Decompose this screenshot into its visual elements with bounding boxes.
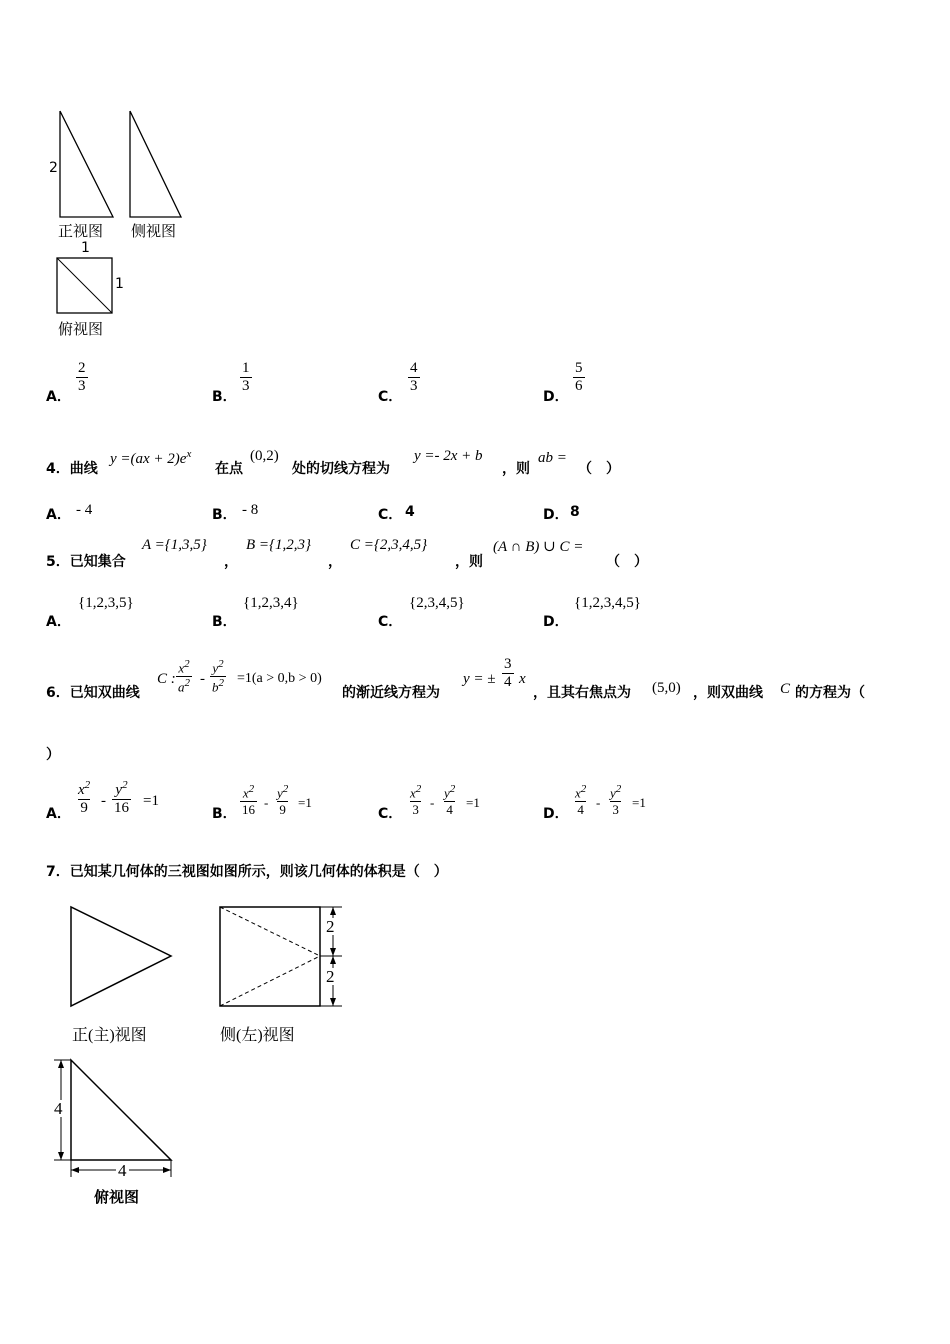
q7-side-dim-arrow-2 (330, 948, 336, 956)
q7-three-view-figure (40, 895, 360, 1215)
q6-option-d-x-sq: 2 (580, 783, 587, 795)
q6-option-d-label: D． (543, 806, 569, 822)
q6-minus: - (200, 671, 205, 687)
q6-option-a-label: A． (46, 806, 71, 822)
q3-side-view-label: 侧视图 (131, 222, 177, 240)
q6-option-b-minus: - (264, 795, 269, 810)
q4-curve (110, 448, 191, 468)
q6-option-d-y: y (610, 785, 616, 801)
q3-option-d-value (573, 360, 585, 395)
q4-option-b-label: B． (212, 507, 237, 523)
q5-option-c-label: C． (378, 614, 403, 630)
q7-top-dim-arrow-right (163, 1167, 171, 1173)
q6-eq-tail: =1(a > 0,b > 0) (237, 671, 322, 686)
q6-text-3: ，则双曲线 (693, 685, 763, 701)
q3-front-view-triangle (60, 111, 113, 217)
q3-option-a-label: A． (46, 389, 71, 405)
q4-option-c-value: 4 (405, 504, 415, 520)
q4-prefix: 4．曲线 (46, 461, 98, 477)
q7-side-dim-arrow-4 (330, 998, 336, 1006)
q6-option-d-d2: 3 (612, 802, 619, 818)
q4-text-4: （ ） (578, 461, 620, 477)
q3-option-b-den: 3 (242, 378, 250, 394)
q6-option-c-y: y (444, 785, 450, 801)
q7-side-dim-arrow-1 (330, 907, 336, 915)
q5-expr: (A ∩ B) ∪ C = (493, 539, 584, 555)
q6-b2 (210, 676, 226, 695)
q3-option-a-den: 3 (78, 378, 86, 394)
q6-c-var: C (780, 681, 791, 697)
q6-option-b-eq: =1 (298, 795, 312, 810)
q7-stem: 7．已知某几何体的三视图如图所示，则该几何体的体积是（ ） (46, 864, 448, 880)
q6-a-var: a (178, 679, 185, 695)
q3-side-view-triangle (130, 111, 181, 217)
q6-option-b-x: x (242, 785, 249, 801)
q5-option-d-label: D． (543, 614, 569, 630)
q6-asym-frac (502, 656, 514, 691)
q7-side-dim-bottom: 2 (326, 967, 335, 986)
q6-option-c-y2 (442, 783, 457, 801)
q5-option-c-value: {2,3,4,5} (409, 595, 465, 611)
q6-option-b-frac-1 (240, 783, 257, 818)
q3-option-a-value (76, 360, 88, 395)
q6-a-sq: 2 (184, 677, 190, 690)
q6-a2 (176, 676, 192, 695)
q6-focus: (5,0) (652, 680, 681, 696)
q4-curve-sup: x (186, 448, 192, 460)
q6-option-d-d1: 4 (577, 802, 584, 818)
q6-x2 (176, 658, 191, 676)
q6-option-c-x-sq: 2 (415, 783, 422, 795)
q6-option-d-x: x (575, 785, 581, 801)
q6-option-c-label: C． (378, 806, 403, 822)
q5-text-2: （ ） (606, 554, 648, 570)
q6-option-a-frac-1 (76, 779, 92, 817)
q7-top-view-triangle (71, 1060, 171, 1160)
q4-option-a-value: - 4 (76, 502, 93, 518)
q7-top-dim-arrow-left (71, 1167, 79, 1173)
q6-option-a-y2 (113, 779, 129, 799)
q7-top-dim-arrow-up (58, 1060, 64, 1068)
q6-frac-y2-b2 (210, 658, 226, 696)
q7-front-view-label: 正(主)视图 (72, 1027, 147, 1044)
q6-option-d-y-sq: 2 (615, 783, 622, 795)
q3-option-d-num: 5 (575, 360, 583, 376)
q6-option-a-minus: - (101, 793, 106, 809)
q6-option-b-x-sq: 2 (248, 783, 255, 795)
q6-text-2: ，且其右焦点为 (533, 685, 631, 701)
q6-option-d-frac-2 (608, 783, 623, 818)
q5-comma-1: ， (224, 554, 238, 570)
q6-option-b-frac-2 (275, 783, 290, 818)
q6-x-var: x (178, 660, 185, 676)
q5-comma-2: ， (328, 554, 342, 570)
q6-option-b-y2 (275, 783, 290, 801)
q6-option-c-d1: 3 (412, 802, 419, 818)
q6-option-c-y-sq: 2 (449, 783, 456, 795)
q3-option-c-label: C． (378, 389, 403, 405)
q7-side-view-square (220, 907, 320, 1006)
q5-set-a: A ={1,3,5} (142, 537, 207, 553)
q6-option-d-frac-1 (573, 783, 588, 818)
q3-top-height-dim: 1 (115, 276, 124, 292)
q7-side-view-dash-lower (220, 956, 320, 1006)
q5-set-c: C ={2,3,4,5} (350, 537, 428, 553)
q6-close: ） (46, 747, 60, 763)
q6-option-a-x2 (76, 779, 92, 799)
q6-prefix: 6．已知双曲线 (46, 685, 140, 701)
q6-option-b-x2 (241, 783, 256, 801)
q6-c-name: C : (157, 671, 176, 687)
q7-side-dim-arrow-3 (330, 956, 336, 964)
q6-option-a-y: y (115, 782, 123, 798)
q4-text-1: 在点 (215, 461, 243, 477)
q6-option-a-y-sq: 2 (122, 779, 128, 791)
q3-top-view-label: 俯视图 (58, 320, 104, 338)
q3-top-view-diagonal (57, 258, 112, 313)
q4-curve-body: y =(ax + 2)e (110, 451, 187, 467)
q3-option-c-den: 3 (410, 378, 418, 394)
q6-option-b-label: B． (212, 806, 237, 822)
q3-option-d-den: 6 (575, 378, 583, 394)
q5-option-d-value: {1,2,3,4,5} (574, 595, 641, 611)
q4-option-c-label: C． (378, 507, 403, 523)
q6-option-d-minus: - (596, 795, 601, 810)
q6-y2 (210, 658, 225, 676)
q3-option-b-num: 1 (242, 360, 250, 376)
q5-option-b-value: {1,2,3,4} (243, 595, 299, 611)
q7-top-view-label: 俯视图 (94, 1188, 140, 1206)
q4-tangent: y =- 2x + b (414, 448, 483, 464)
q3-option-b-label: B． (212, 389, 237, 405)
q6-option-b-d1: 16 (242, 802, 255, 818)
q6-option-d-y2 (608, 783, 623, 801)
q7-side-view-dash-upper (220, 907, 320, 956)
q7-top-dim-width: 4 (118, 1161, 127, 1180)
q6-text-1: 的渐近线方程为 (342, 685, 440, 701)
q6-option-b-y: y (277, 785, 283, 801)
q5-option-a-value: {1,2,3,5} (78, 595, 134, 611)
q3-option-c-num: 4 (410, 360, 418, 376)
q6-asym-den: 4 (504, 674, 512, 690)
q6-option-d-x2 (573, 783, 588, 801)
q6-y-sq: 2 (218, 658, 224, 670)
q6-option-c-frac-1 (408, 783, 423, 818)
q3-option-c-value (408, 360, 420, 395)
q6-option-d-eq: =1 (632, 795, 646, 810)
q7-side-dim-top: 2 (326, 917, 335, 936)
q6-asym-left: y = ± (463, 671, 496, 687)
q6-option-b-y-sq: 2 (282, 783, 289, 795)
q6-y-var: y (212, 660, 219, 676)
q5-text-1: ，则 (455, 554, 483, 570)
q6-option-a-d1: 9 (80, 800, 88, 816)
q6-option-c-x: x (410, 785, 416, 801)
q6-b-var: b (212, 679, 219, 695)
q6-frac-x2-a2 (176, 658, 192, 696)
q3-option-d-label: D． (543, 389, 569, 405)
q6-option-b-d2: 9 (279, 802, 286, 818)
q6-x-sq: 2 (184, 658, 190, 670)
q3-option-a-num: 2 (78, 360, 86, 376)
q6-text-4: 的方程为（ (795, 685, 865, 701)
q3-option-b-value (240, 360, 252, 395)
q6-option-a-d2: 16 (114, 800, 129, 816)
q4-option-b-value: - 8 (242, 502, 259, 518)
q4-text-2: 处的切线方程为 (292, 461, 390, 477)
q4-option-a-label: A． (46, 507, 71, 523)
q6-option-c-x2 (408, 783, 423, 801)
q5-set-b: B ={1,2,3} (246, 537, 312, 553)
q5-prefix: 5．已知集合 (46, 554, 126, 570)
q5-option-b-label: B． (212, 614, 237, 630)
q6-b-sq: 2 (218, 677, 224, 690)
q3-top-width-dim: 1 (81, 240, 90, 256)
q5-option-a-label: A． (46, 614, 71, 630)
q3-front-view-label: 正视图 (58, 222, 104, 240)
q6-option-c-minus: - (430, 795, 435, 810)
q6-option-a-x-sq: 2 (84, 779, 91, 791)
q6-option-a-x: x (78, 782, 85, 798)
q6-option-a-frac-2 (112, 779, 131, 817)
q3-height-dim: 2 (49, 160, 58, 176)
q6-asym-num: 3 (504, 656, 512, 672)
q7-top-dim-height: 4 (54, 1099, 63, 1118)
q7-front-view-triangle (71, 907, 171, 1006)
q6-option-c-eq: =1 (466, 795, 480, 810)
q6-option-c-frac-2 (442, 783, 457, 818)
q7-side-view-label: 侧(左)视图 (220, 1027, 295, 1044)
q6-option-a-eq: =1 (143, 793, 159, 809)
q7-top-dim-arrow-down (58, 1152, 64, 1160)
q6-option-c-d2: 4 (446, 802, 453, 818)
q4-option-d-label: D． (543, 507, 569, 523)
q4-text-3: ，则 (502, 461, 530, 477)
q6-asym-x: x (519, 671, 526, 687)
q4-point: (0,2) (250, 448, 279, 464)
q4-option-d-value: 8 (570, 504, 580, 520)
q4-expr: ab = (538, 450, 567, 466)
